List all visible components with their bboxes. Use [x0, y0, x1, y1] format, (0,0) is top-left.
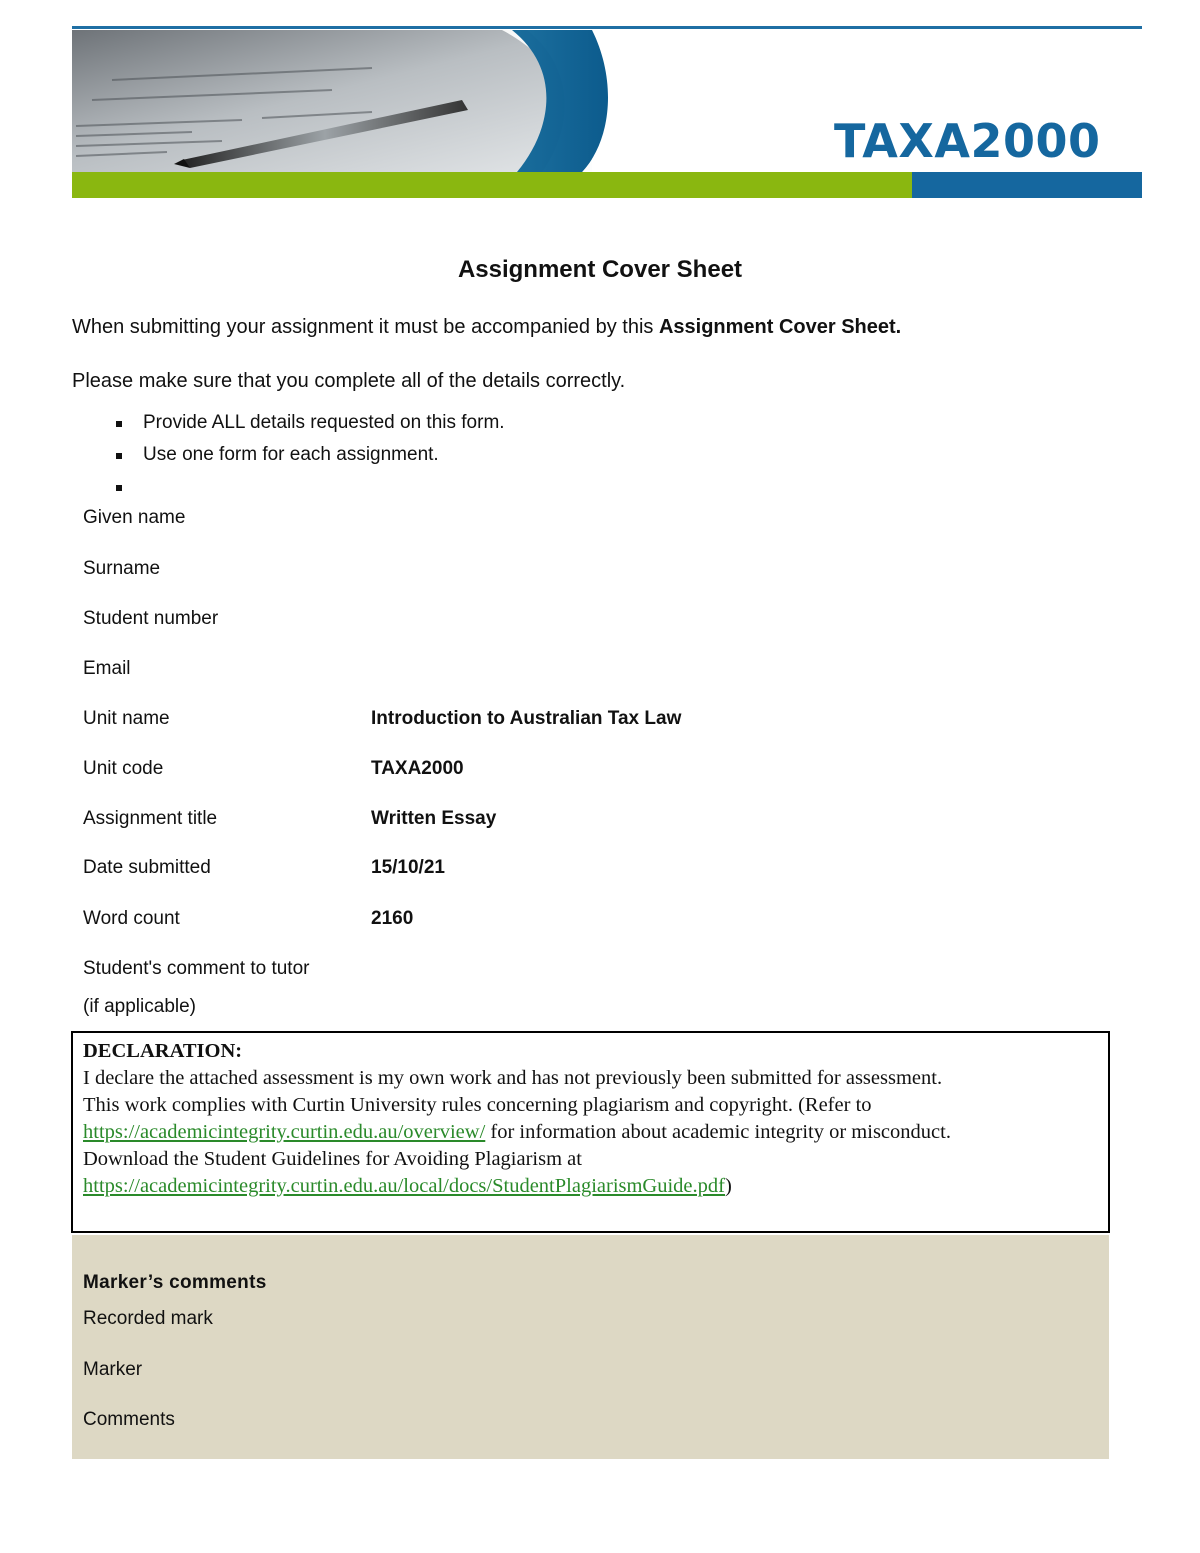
- list-item: Provide ALL details requested on this form.: [116, 410, 505, 442]
- intro-line-2: Please make sure that you complete all of the details correctly.: [72, 370, 626, 392]
- assignment-title-value: Written Essay: [371, 808, 497, 829]
- list-item: Use one form for each assignment.: [116, 442, 505, 474]
- marker-label: Marker: [83, 1359, 143, 1380]
- word-count-value: 2160: [371, 908, 414, 929]
- declaration-text: for information about academic integrity or misconduct.: [485, 1121, 951, 1143]
- intro-bold-text: Assignment Cover Sheet.: [658, 316, 902, 338]
- recorded-mark-label: Recorded mark: [83, 1308, 213, 1329]
- unit-code-label: Unit code: [83, 758, 164, 779]
- instruction-list: [116, 410, 505, 506]
- date-submitted-value: 15/10/21: [371, 857, 445, 878]
- banner-unit-code: TAXA2000: [834, 114, 1101, 168]
- unit-name-label: Unit name: [83, 708, 170, 729]
- student-comment-label: Student's comment to tutor: [83, 958, 310, 979]
- page-title: Assignment Cover Sheet: [457, 256, 743, 283]
- list-item: [116, 474, 505, 506]
- given-name-label: Given name: [83, 507, 186, 528]
- plagiarism-guide-link[interactable]: https://academicintegrity.curtin.edu.au/local/docs/StudentPlagiarismGuide.pdf: [83, 1175, 725, 1197]
- unit-code-value: TAXA2000: [371, 758, 464, 779]
- declaration-line: [83, 1173, 1108, 1200]
- date-submitted-label: Date submitted: [83, 857, 211, 878]
- declaration-heading: DECLARATION:: [83, 1040, 243, 1062]
- marker-comments-heading: Marker’s comments: [83, 1272, 267, 1293]
- declaration-text: ): [725, 1175, 732, 1197]
- declaration-line: [83, 1119, 1108, 1146]
- word-count-label: Word count: [83, 908, 180, 929]
- declaration-line: This work complies with Curtin University rules concerning plagiarism and copyright. (Refer to: [83, 1094, 872, 1116]
- header-banner: [72, 30, 1142, 198]
- student-comment-note: (if applicable): [83, 996, 196, 1017]
- surname-label: Surname: [83, 558, 161, 579]
- header-rule: [72, 26, 1142, 29]
- declaration-box: [71, 1031, 1110, 1233]
- email-label: Email: [83, 658, 131, 679]
- unit-name-value: Introduction to Australian Tax Law: [371, 708, 682, 729]
- declaration-line: I declare the attached assessment is my own work and has not previously been submitted for assessment.: [83, 1067, 943, 1089]
- academic-integrity-link[interactable]: https://academicintegrity.curtin.edu.au/overview/: [83, 1121, 486, 1143]
- declaration-line: Download the Student Guidelines for Avoiding Plagiarism at: [83, 1148, 582, 1170]
- assignment-title-label: Assignment title: [83, 808, 218, 829]
- intro-text: When submitting your assignment it must be accompanied by this: [72, 316, 659, 338]
- marker-panel: [72, 1235, 1109, 1459]
- student-number-label: Student number: [83, 608, 219, 629]
- comments-label: Comments: [83, 1409, 175, 1430]
- intro-line-1: [72, 316, 901, 339]
